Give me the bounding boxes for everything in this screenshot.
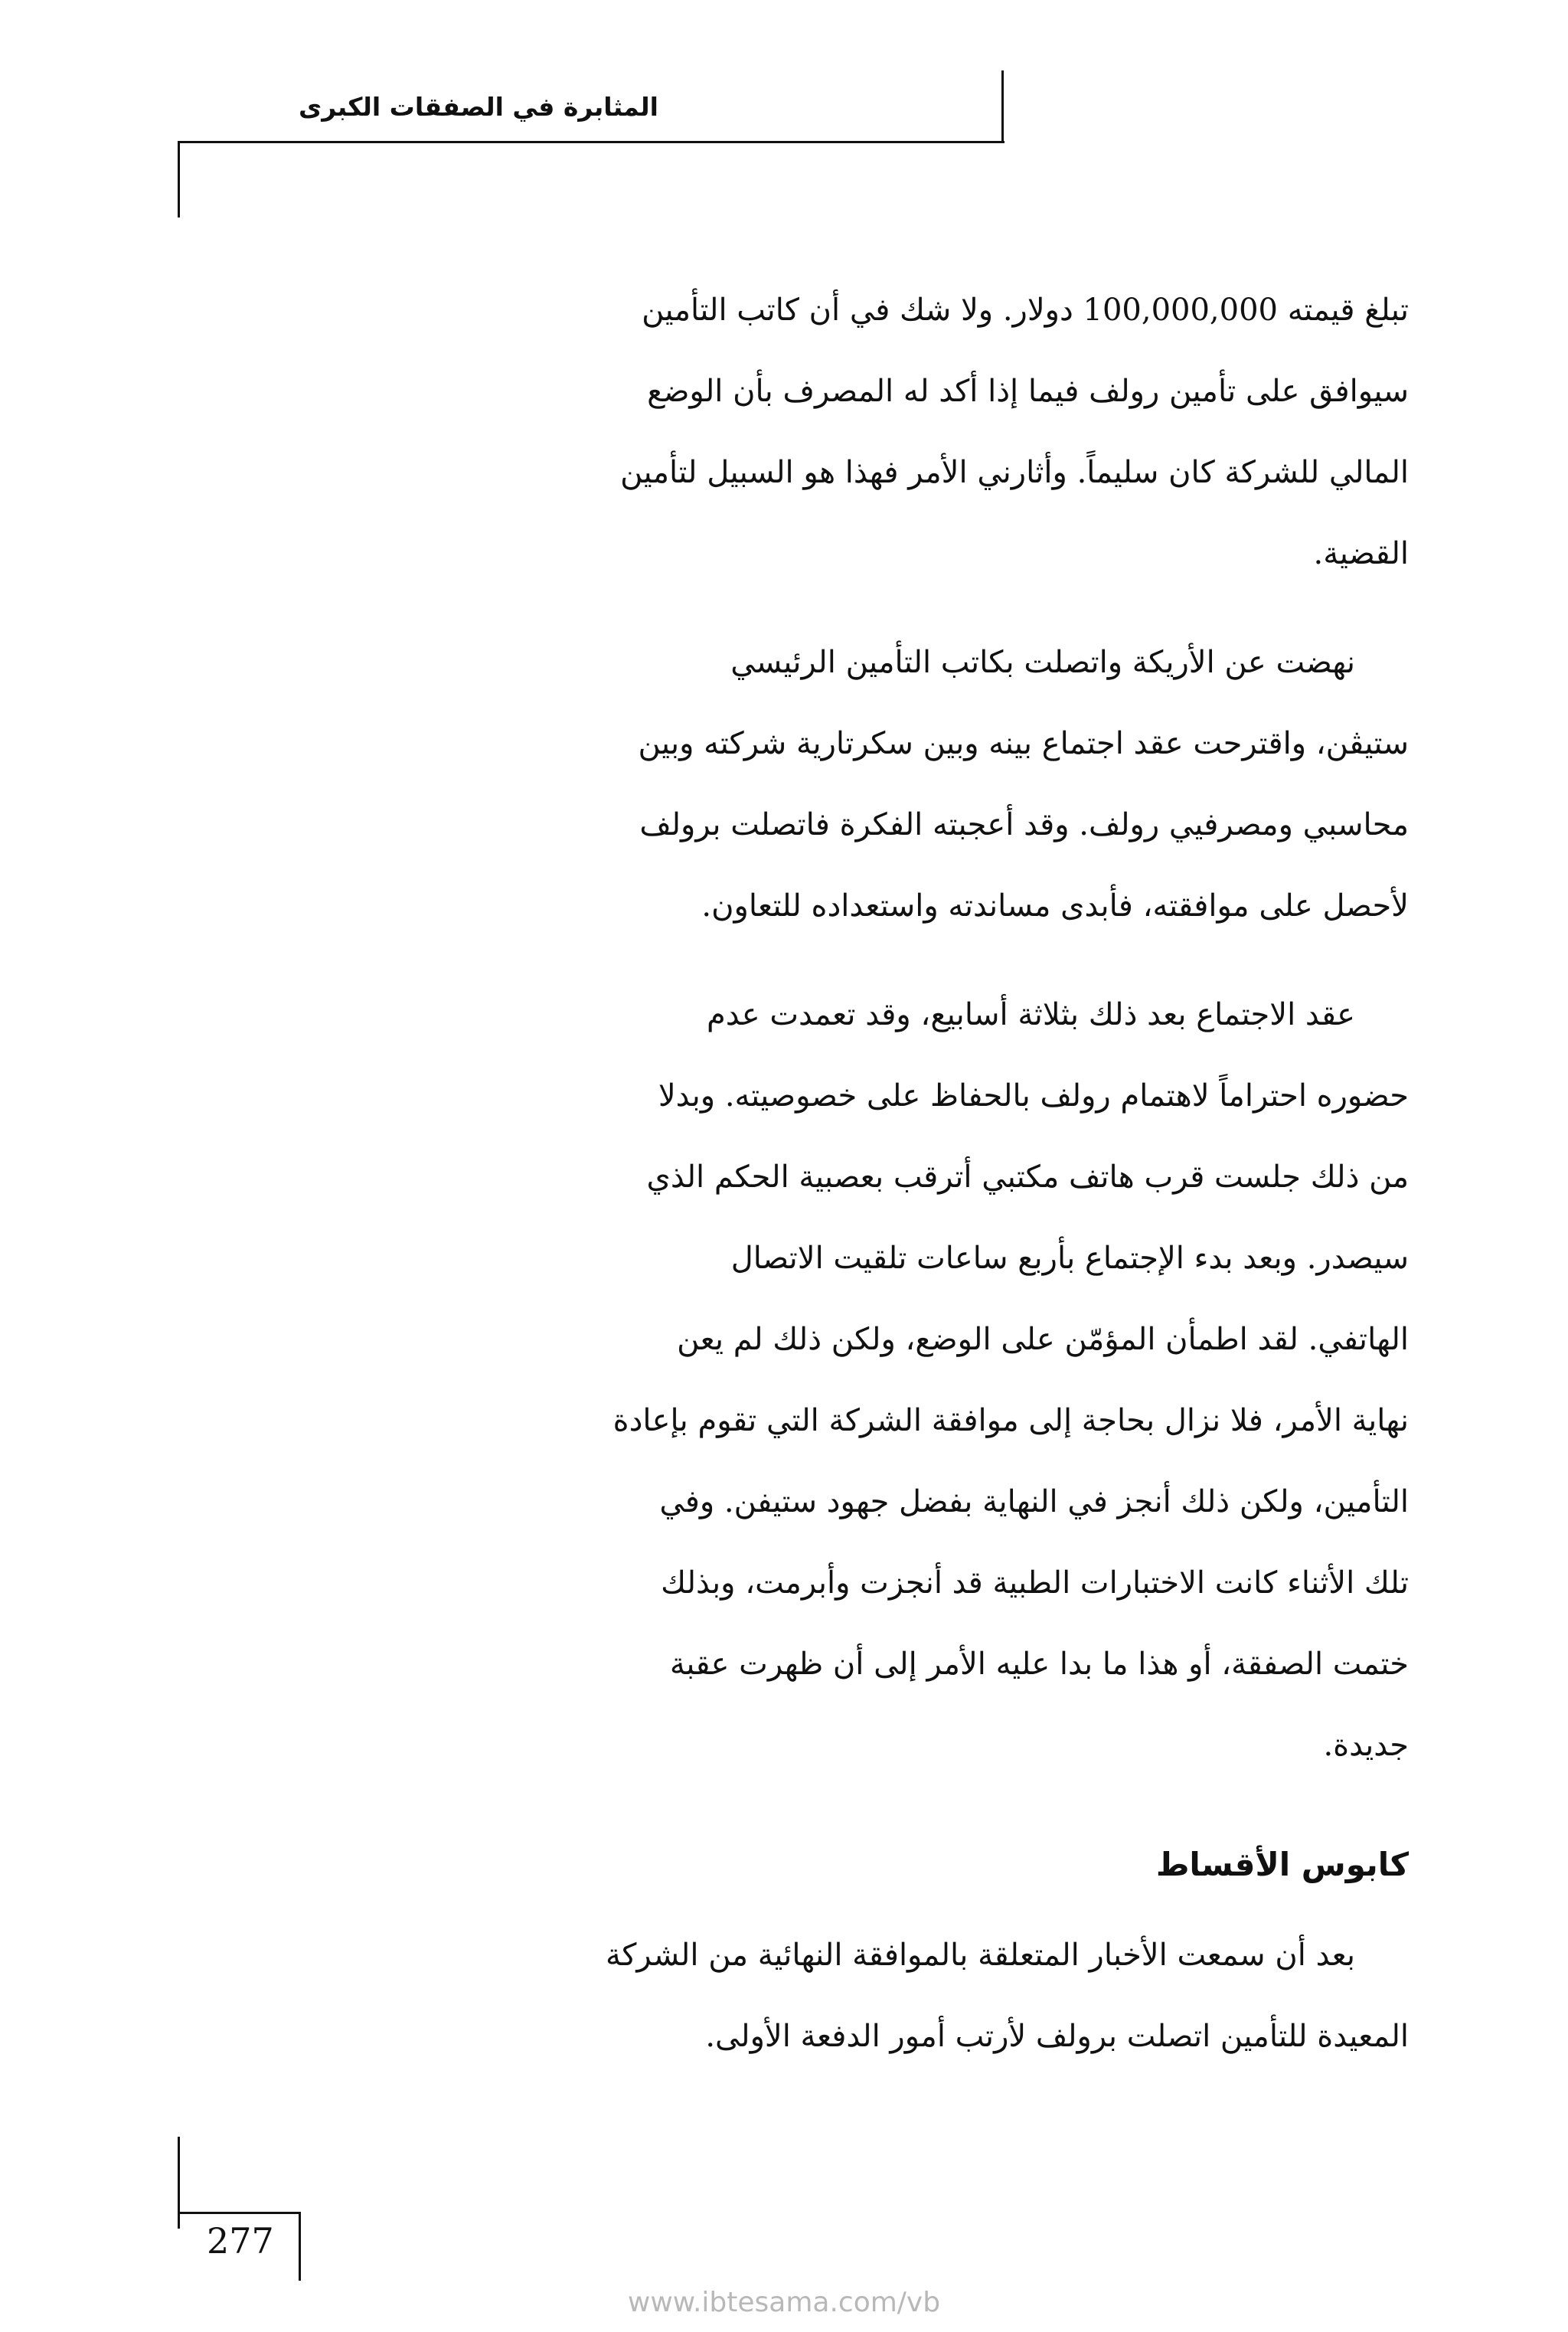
header-rule-right-tick	[1001, 70, 1004, 143]
paragraph-line: تلك الأثناء كانت الاختبارات الطبية قد أنجزت وأبرمت، وبذلك	[661, 1565, 1409, 1601]
paragraph-line: من ذلك جلست قرب هاتف مكتبي أترقب بعصبية الحكم الذي	[646, 1159, 1409, 1195]
paragraph-line: ستيڤن، واقترحت عقد اجتماع بينه وبين سكرتارية شركته وبين	[638, 726, 1409, 761]
paragraph-line: المالي للشركة كان سليماً. وأثارني الأمر فهذا هو السبيل لتأمين	[620, 455, 1409, 490]
paragraph-line: محاسبي ومصرفيي رولف. وقد أعجبته الفكرة فاتصلت برولف	[639, 807, 1409, 842]
running-header-title: المثابرة في الصفقات الكبرى	[299, 92, 658, 122]
header-rule	[178, 141, 1004, 143]
paragraph-line: جديدة.	[1323, 1728, 1409, 1763]
paragraph-line: سيوافق على تأمين رولف فيما إذا أكد له المصرف بأن الوضع	[647, 374, 1409, 409]
watermark-link[interactable]: www.ibtesama.com/vb	[627, 2287, 941, 2318]
footer-rule-horizontal	[178, 2212, 300, 2214]
paragraph-line: المعيدة للتأمين اتصلت برولف لأرتب أمور الدفعة الأولى.	[705, 2019, 1409, 2054]
paragraph-line: سيصدر. وبعد بدء الإجتماع بأربع ساعات تلقيت الاتصال	[730, 1241, 1409, 1276]
footer-rule-left	[178, 2137, 180, 2229]
page-body	[253, 270, 1409, 2077]
paragraph-4	[253, 1915, 1409, 2077]
header-rule-left-tick	[178, 141, 180, 218]
paragraph-3	[253, 974, 1409, 1786]
footer-rule-right	[299, 2212, 301, 2281]
paragraph-line: عقد الاجتماع بعد ذلك بثلاثة أسابيع، وقد تعمدت عدم	[707, 997, 1355, 1032]
page-number: 277	[207, 2220, 274, 2262]
paragraph-line: حضوره احتراماً لاهتمام رولف بالحفاظ على خصوصيته. وبدلا	[658, 1078, 1409, 1114]
paragraph-line: تبلغ قيمته 100,000,000 دولار. ولا شك في أن كاتب التأمين	[642, 293, 1409, 328]
paragraph-line: نهضت عن الأريكة واتصلت بكاتب التأمين الرئيسي	[730, 645, 1355, 680]
paragraph-line: لأحصل على موافقته، فأبدى مساندته واستعداده للتعاون.	[701, 888, 1409, 924]
paragraph-line: ختمت الصفقة، أو هذا ما بدا عليه الأمر إلى أن ظهرت عقبة	[669, 1647, 1409, 1682]
paragraph-line: الهاتفي. لقد اطمأن المؤمّن على الوضع، ولكن ذلك لم يعن	[677, 1322, 1409, 1357]
section-heading: كابوس الأقساط	[1155, 1846, 1409, 1883]
paragraph-line: بعد أن سمعت الأخبار المتعلقة بالموافقة النهائية من الشركة	[605, 1938, 1355, 1973]
paragraph-1	[253, 270, 1409, 594]
paragraph-line: نهاية الأمر، فلا نزال بحاجة إلى موافقة الشركة التي تقوم بإعادة	[612, 1403, 1409, 1438]
paragraph-line: التأمين، ولكن ذلك أنجز في النهاية بفضل جهود ستيفن. وفي	[659, 1484, 1409, 1519]
paragraph-2	[253, 622, 1409, 947]
paragraph-line: القضية.	[1313, 536, 1409, 571]
